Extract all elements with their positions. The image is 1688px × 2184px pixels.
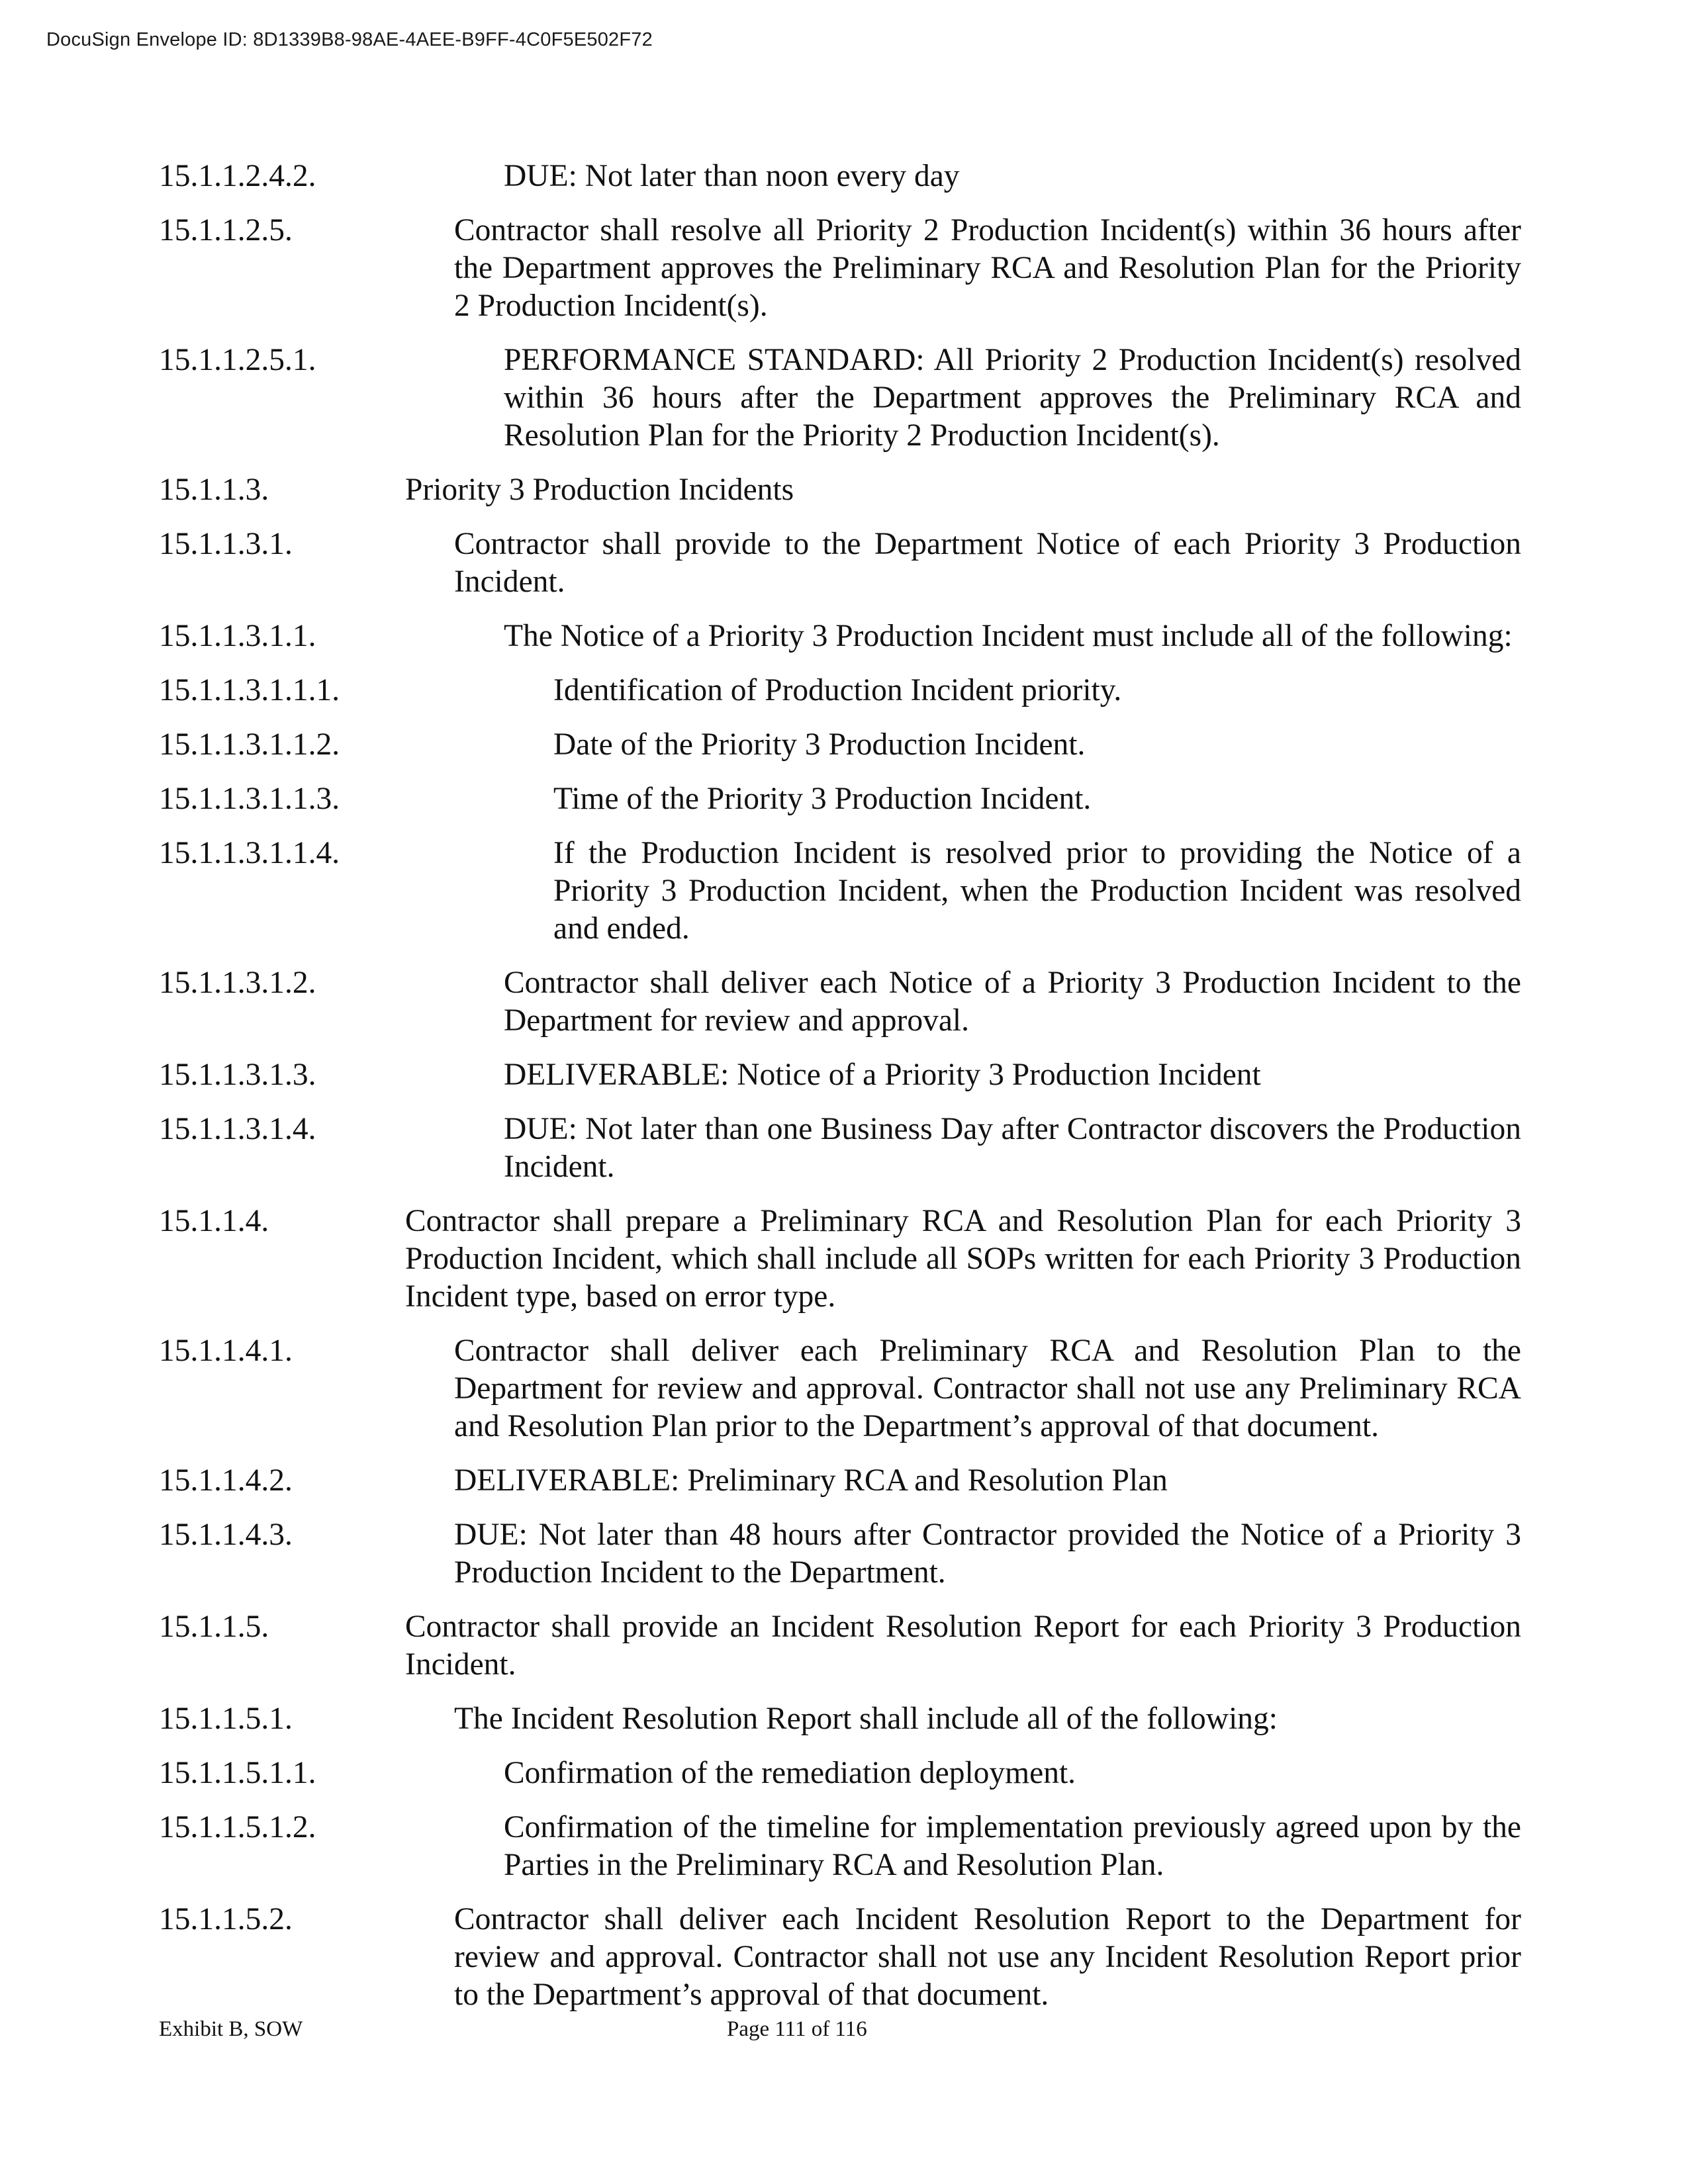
clause-15-1-1-5-1-2 xyxy=(159,1809,1521,1884)
clause-number: 15.1.1.2.5.1. xyxy=(159,343,316,377)
footer-exhibit-label: Exhibit B, SOW xyxy=(159,2017,303,2041)
clause-number: 15.1.1.3.1.4. xyxy=(159,1112,316,1146)
clause-15-1-1-3-1-4 xyxy=(159,1111,1521,1186)
document-body xyxy=(159,158,1521,2030)
clause-15-1-1-4-2 xyxy=(159,1462,1521,1500)
clause-text: DUE: Not later than noon every day xyxy=(504,159,960,193)
clause-text: Confirmation of the timeline for implementation previously agreed upon by the Parties in the Preliminary RCA and Resolution Plan. xyxy=(504,1810,1521,1882)
clause-15-1-1-3-1 xyxy=(159,525,1521,601)
clause-text: Contractor shall prepare a Preliminary RCA and Resolution Plan for each Priority 3 Production Incident, which shall include all SOPs written for each Priority 3 Production Incident type, based on error type. xyxy=(405,1204,1521,1314)
clause-number: 15.1.1.3.1.1.3. xyxy=(159,782,340,816)
clause-text: Contractor shall provide an Incident Resolution Report for each Priority 3 Production Incident. xyxy=(405,1610,1521,1682)
clause-15-1-1-2-5 xyxy=(159,212,1521,325)
clause-15-1-1-2-5-1 xyxy=(159,341,1521,455)
footer-page-number: Page 111 of 116 xyxy=(727,2017,867,2041)
clause-15-1-1-4-1 xyxy=(159,1332,1521,1445)
clause-15-1-1-3-1-1-1 xyxy=(159,672,1521,709)
clause-number: 15.1.1.3.1.1.1. xyxy=(159,673,340,707)
clause-text: DELIVERABLE: Notice of a Priority 3 Production Incident xyxy=(504,1058,1261,1092)
clause-text: Identification of Production Incident priority. xyxy=(553,673,1122,707)
clause-text: Contractor shall resolve all Priority 2 Production Incident(s) within 36 hours after the Department approves the Preliminary RCA and Resolution Plan for the Priority 2 Production Incident(s). xyxy=(454,213,1521,323)
clause-15-1-1-3-1-3 xyxy=(159,1056,1521,1094)
clause-15-1-1-5-2 xyxy=(159,1901,1521,2014)
clause-15-1-1-3-1-1-4 xyxy=(159,835,1521,948)
clause-number: 15.1.1.3.1. xyxy=(159,527,293,561)
clause-15-1-1-3-1-1-3 xyxy=(159,780,1521,818)
clause-number: 15.1.1.3.1.1. xyxy=(159,619,316,653)
clause-number: 15.1.1.5.1. xyxy=(159,1702,293,1736)
clause-15-1-1-5-1 xyxy=(159,1700,1521,1738)
clause-number: 15.1.1.4.2. xyxy=(159,1463,293,1498)
clause-15-1-1-5 xyxy=(159,1608,1521,1684)
section-heading: Priority 3 Production Incidents xyxy=(405,473,794,507)
clause-text: Contractor shall deliver each Notice of a Priority 3 Production Incident to the Department for review and approval. xyxy=(504,966,1521,1038)
clause-15-1-1-5-1-1 xyxy=(159,1754,1521,1792)
clause-15-1-1-4-3 xyxy=(159,1516,1521,1592)
clause-text: Contractor shall deliver each Incident Resolution Report to the Department for review and approval. Contractor shall not use any Incident Resolution Report prior to the Department’s approval of that document. xyxy=(454,1902,1521,2012)
clause-number: 15.1.1.5.1.2. xyxy=(159,1810,316,1844)
clause-number: 15.1.1.4. xyxy=(159,1204,269,1238)
clause-text: Confirmation of the remediation deployment. xyxy=(504,1756,1076,1790)
clause-text: DUE: Not later than one Business Day after Contractor discovers the Production Incident. xyxy=(504,1112,1521,1184)
clause-number: 15.1.1.3. xyxy=(159,473,269,507)
clause-15-1-1-3 xyxy=(159,471,1521,509)
clause-number: 15.1.1.3.1.1.2. xyxy=(159,727,340,762)
clause-number: 15.1.1.2.4.2. xyxy=(159,159,316,193)
clause-number: 15.1.1.3.1.1.4. xyxy=(159,836,340,870)
clause-text: Contractor shall provide to the Department Notice of each Priority 3 Production Incident. xyxy=(454,527,1521,599)
clause-number: 15.1.1.5.2. xyxy=(159,1902,293,1936)
clause-text: Time of the Priority 3 Production Incident. xyxy=(553,782,1092,816)
clause-text: PERFORMANCE STANDARD: All Priority 2 Production Incident(s) resolved within 36 hours after the Department approves the Preliminary RCA and Resolution Plan for the Priority 2 Production Incident(s). xyxy=(504,343,1521,453)
clause-number: 15.1.1.4.1. xyxy=(159,1334,293,1368)
clause-text: The Incident Resolution Report shall include all of the following: xyxy=(454,1702,1278,1736)
clause-text: If the Production Incident is resolved prior to providing the Notice of a Priority 3 Production Incident, when the Production Incident was resolved and ended. xyxy=(553,836,1521,946)
clause-15-1-1-3-1-1-2 xyxy=(159,726,1521,764)
clause-number: 15.1.1.3.1.3. xyxy=(159,1058,316,1092)
clause-15-1-1-3-1-1 xyxy=(159,617,1521,655)
clause-15-1-1-2-4-2 xyxy=(159,158,1521,195)
clause-text: Date of the Priority 3 Production Incident. xyxy=(553,727,1086,762)
clause-text: The Notice of a Priority 3 Production Incident must include all of the following: xyxy=(504,619,1513,653)
clause-text: DUE: Not later than 48 hours after Contractor provided the Notice of a Priority 3 Production Incident to the Department. xyxy=(454,1518,1521,1590)
clause-number: 15.1.1.5. xyxy=(159,1610,269,1644)
clause-number: 15.1.1.4.3. xyxy=(159,1518,293,1552)
clause-text: DELIVERABLE: Preliminary RCA and Resolution Plan xyxy=(454,1463,1168,1498)
clause-15-1-1-3-1-2 xyxy=(159,964,1521,1040)
clause-number: 15.1.1.3.1.2. xyxy=(159,966,316,1000)
clause-15-1-1-4 xyxy=(159,1203,1521,1316)
clause-number: 15.1.1.2.5. xyxy=(159,213,293,248)
clause-number: 15.1.1.5.1.1. xyxy=(159,1756,316,1790)
clause-text: Contractor shall deliver each Preliminary RCA and Resolution Plan to the Department for review and approval. Contractor shall not use any Preliminary RCA and Resolution Plan prior to the Department’s approval of that document. xyxy=(454,1334,1521,1443)
docusign-envelope-id: DocuSign Envelope ID: 8D1339B8-98AE-4AEE-B9FF-4C0F5E502F72 xyxy=(46,29,653,50)
